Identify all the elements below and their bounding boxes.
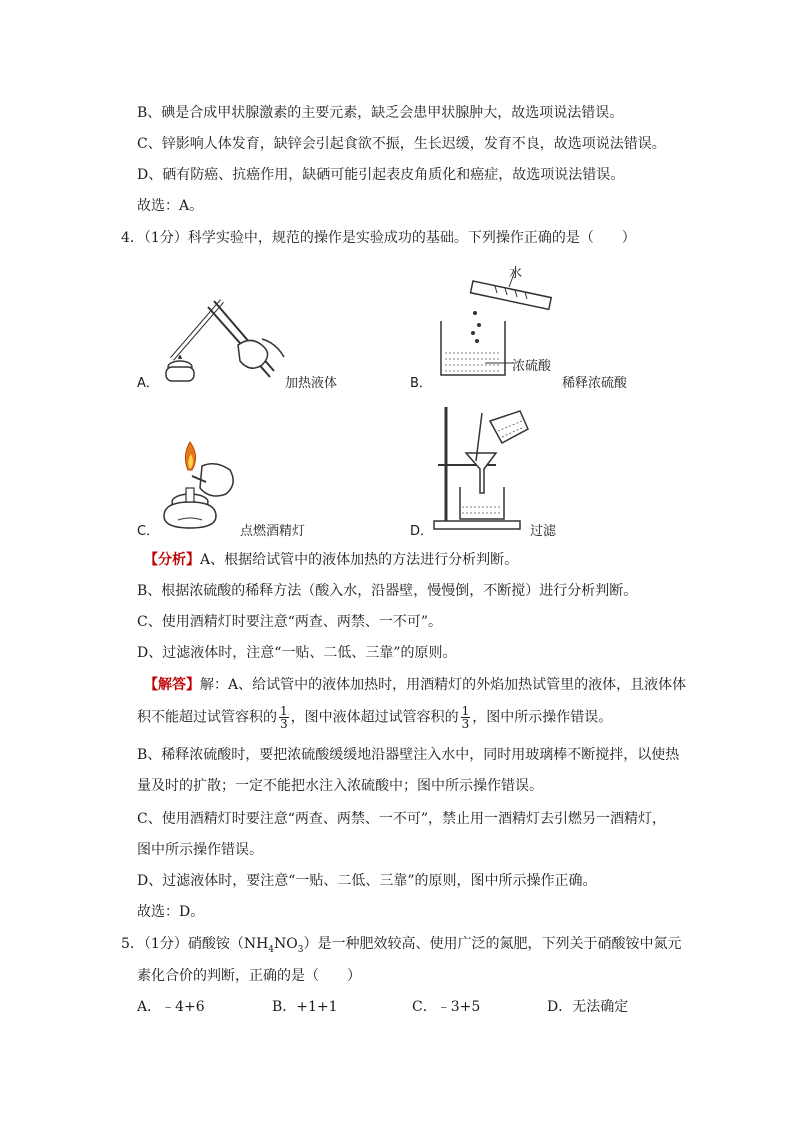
stem-text: ）是一种肥效较高、使用广泛的氮肥，下列关于硝酸铵中氮元 — [303, 936, 682, 952]
solution-line: B、稀释浓硫酸时，要把浓硫酸缓缓地沿器壁注入水中，同时用玻璃棒不断搅拌，以使热 — [137, 747, 680, 763]
option-letter: D． — [410, 524, 434, 539]
option-caption: 加热液体 — [285, 376, 338, 391]
option-caption: 点燃酒精灯 — [240, 524, 306, 539]
fraction-numerator: 1 — [280, 704, 288, 718]
solution-line: 量及时的扩散；一定不能把水注入浓硫酸中；图中所示操作错误。 — [137, 778, 543, 794]
answer-line: 故选：D。 — [137, 904, 205, 920]
fraction — [279, 705, 289, 730]
water-label: 水 — [509, 266, 523, 281]
text-line: C、锌影响人体发育，缺锌会引起食欲不振，生长迟缓，发育不良，故选项说法错误。 — [137, 136, 666, 152]
stem-text: 5．（1分）硝酸铵（NH — [121, 936, 269, 952]
option-caption: 稀释浓硫酸 — [562, 376, 628, 391]
filtration-figure — [432, 403, 532, 533]
heating-liquid-figure — [158, 293, 288, 388]
solution-line — [137, 705, 612, 730]
option-letter: B． — [410, 376, 432, 391]
analysis-line: D、过滤液体时，注意“一贴、二低、三靠”的原则。 — [137, 645, 457, 661]
analysis-tag: 【分析】 — [144, 552, 200, 568]
analysis-line: C、使用酒精灯时要注意“两查、两禁、一不可”。 — [137, 614, 443, 630]
text-line: D、硒有防癌、抗癌作用，缺硒可能引起表皮角质化和癌症，故选项说法错误。 — [137, 167, 625, 183]
option-letter: C． — [137, 524, 160, 539]
analysis-line: B、根据浓硫酸的稀释方法（酸入水，沿器壁，慢慢倒，不断搅）进行分析判断。 — [137, 583, 638, 599]
solution-line: D、过滤液体时，要注意“一贴、二低、三靠”的原则，图中所示操作正确。 — [137, 873, 597, 889]
question-stem: 素化合价的判断，正确的是（ ） — [137, 968, 361, 984]
option-caption: 过滤 — [530, 524, 557, 539]
solution-text: 积不能超过试管容积的 — [137, 709, 277, 726]
option-item: B．+1+1 — [272, 999, 338, 1015]
option-letter: A． — [137, 376, 159, 391]
option-item: D．无法确定 — [547, 999, 629, 1015]
fraction — [461, 705, 471, 730]
option-item: A．﹣4+6 — [137, 999, 205, 1015]
solution-text: ，图中液体超过试管容积的 — [290, 709, 459, 726]
question-stem — [121, 934, 681, 960]
analysis-line — [144, 550, 518, 570]
answer-line: 故选：A。 — [137, 198, 204, 214]
solution-line: 图中所示操作错误。 — [137, 842, 263, 858]
solution-text: ，图中所示操作错误。 — [472, 709, 613, 726]
solution-tag: 【解答】 — [144, 677, 200, 693]
analysis-text: A、根据给试管中的液体加热的方法进行分析判断。 — [200, 552, 519, 568]
solution-line: C、使用酒精灯时要注意“两查、两禁、一不可”，禁止用一酒精灯去引燃另一酒精灯， — [137, 811, 667, 827]
subscript: 4 — [268, 944, 275, 955]
acid-label: 浓硫酸 — [512, 359, 552, 374]
question-stem: 4．（1分）科学实验中，规范的操作是实验成功的基础。下列操作正确的是（ ） — [121, 230, 636, 246]
fraction-numerator: 1 — [461, 704, 470, 718]
subscript: 3 — [297, 944, 304, 955]
text-line: B、碘是合成甲状腺激素的主要元素，缺乏会患甲状腺肿大，故选项说法错误。 — [137, 105, 624, 121]
alcohol-lamp-figure — [158, 440, 248, 535]
fraction-denominator: 3 — [461, 717, 470, 731]
option-item: C．﹣3+5 — [412, 999, 481, 1015]
stem-text: NO — [274, 936, 298, 952]
solution-line — [144, 675, 686, 695]
solution-text: 解：A、给试管中的液体加热时，用酒精灯的外焰加热试管里的液体，且液体体 — [200, 677, 687, 693]
fraction-denominator: 3 — [280, 717, 288, 731]
